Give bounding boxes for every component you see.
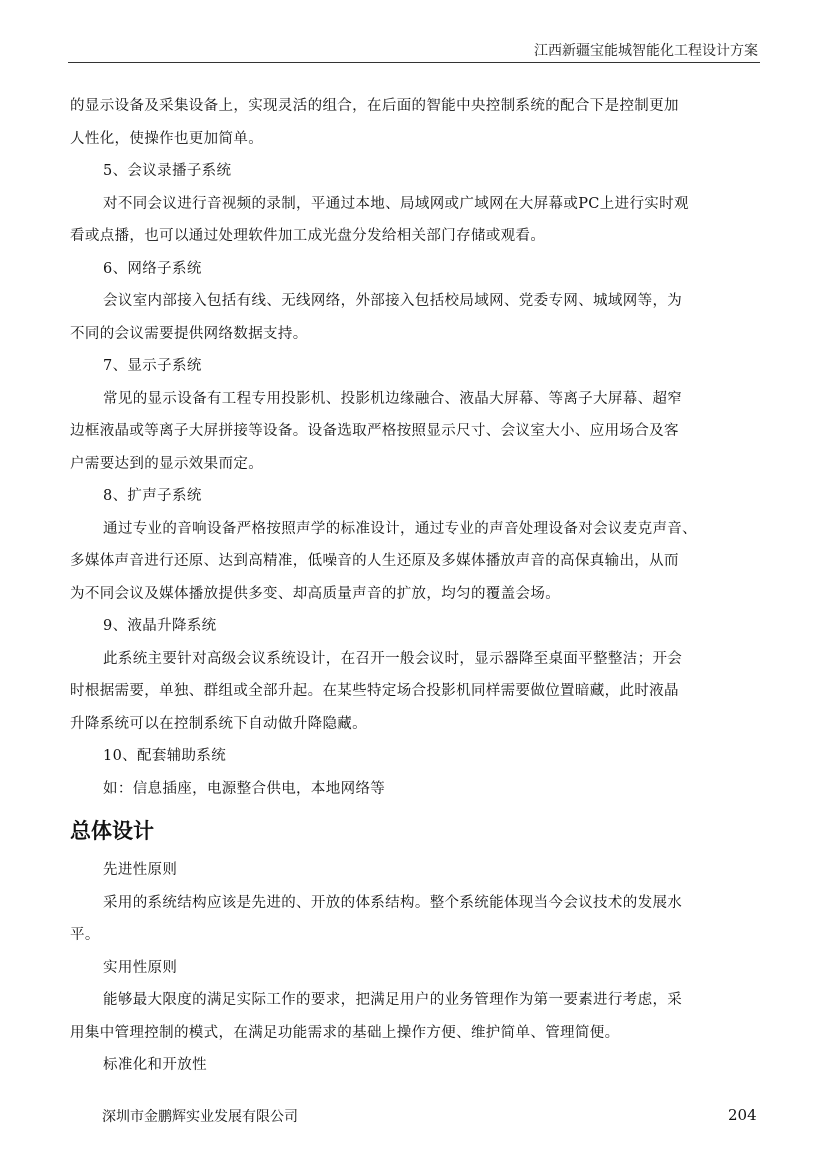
text-line: 9、液晶升降系统	[103, 618, 217, 634]
text-line: 此系统主要针对高级会议系统设计，在召开一般会议时，显示器降至桌面平整整洁；开会	[103, 650, 683, 667]
text-line: 为不同会议及媒体播放提供多变、却高质量声音的扩放，均匀的覆盖会场。	[70, 585, 561, 602]
text-line: 5、会议录播子系统	[103, 163, 232, 179]
text-line: 不同的会议需要提供网络数据支持。	[70, 325, 308, 342]
text-line: 如：信息插座，电源整合供电，本地网络等	[103, 780, 386, 797]
text-line: 先进性原则	[103, 862, 178, 878]
body-text-bottom	[70, 854, 760, 1082]
text-line: 户需要达到的显示效果而定。	[70, 455, 264, 472]
text-line: 时根据需要，单独、群组或全部升起。在某些特定场合投影机同样需要做位置暗藏，此时液晶	[70, 683, 679, 699]
body-text-top	[70, 90, 760, 805]
text-line: 10、配套辅助系统	[103, 748, 227, 764]
header-rule	[68, 62, 760, 63]
text-line: 采用的系统结构应该是先进的、开放的体系结构。整个系统能体现当今会议技术的发展水	[103, 894, 683, 911]
text-line: 平。	[70, 927, 100, 943]
text-line: 7、显示子系统	[103, 358, 202, 374]
text-line: 用集中管理控制的模式，在满足功能需求的基础上操作方便、维护简单、管理简便。	[70, 1024, 620, 1041]
text-line: 对不同会议进行音视频的录制，平通过本地、局域网或广域网在大屏幕或PC上进行实时观	[103, 195, 689, 212]
text-line: 看或点播，也可以通过处理软件加工成光盘分发给相关部门存储或观看。	[70, 228, 546, 244]
section-title: 总体设计	[70, 819, 154, 843]
text-line: 常见的显示设备有工程专用投影机、投影机边缘融合、液晶大屏幕、等离子大屏幕、超窄	[103, 390, 683, 407]
text-line: 通过专业的音响设备严格按照声学的标准设计，通过专业的声音处理设备对会议麦克声音、	[103, 520, 697, 537]
header-title: 江西新疆宝能城智能化工程设计方案	[534, 43, 758, 59]
text-line: 标准化和开放性	[103, 1057, 207, 1073]
footer-page-number: 204	[728, 1106, 757, 1124]
text-line: 的显示设备及采集设备上，实现灵活的组合，在后面的智能中央控制系统的配合下是控制更加	[70, 98, 679, 114]
text-line: 多媒体声音进行还原、达到高精准，低噪音的人生还原及多媒体播放声音的高保真输出，从而	[70, 553, 679, 569]
page-content	[70, 90, 760, 1082]
text-line: 6、网络子系统	[103, 260, 202, 277]
text-line: 人性化，使操作也更加简单。	[70, 130, 264, 147]
text-line: 实用性原则	[103, 959, 178, 976]
text-line: 会议室内部接入包括有线、无线网络，外部接入包括校局域网、党委专网、城域网等，为	[103, 293, 683, 309]
text-line: 升降系统可以在控制系统下自动做升降隐藏。	[70, 715, 367, 732]
footer-company: 深圳市金鹏辉实业发展有限公司	[102, 1109, 298, 1125]
text-line: 8、扩声子系统	[103, 488, 202, 504]
text-line: 能够最大限度的满足实际工作的要求，把满足用户的业务管理作为第一要素进行考虑，采	[103, 992, 683, 1008]
text-line: 边框液晶或等离子大屏拼接等设备。设备选取严格按照显示尺寸、会议室大小、应用场合及客	[70, 423, 679, 439]
